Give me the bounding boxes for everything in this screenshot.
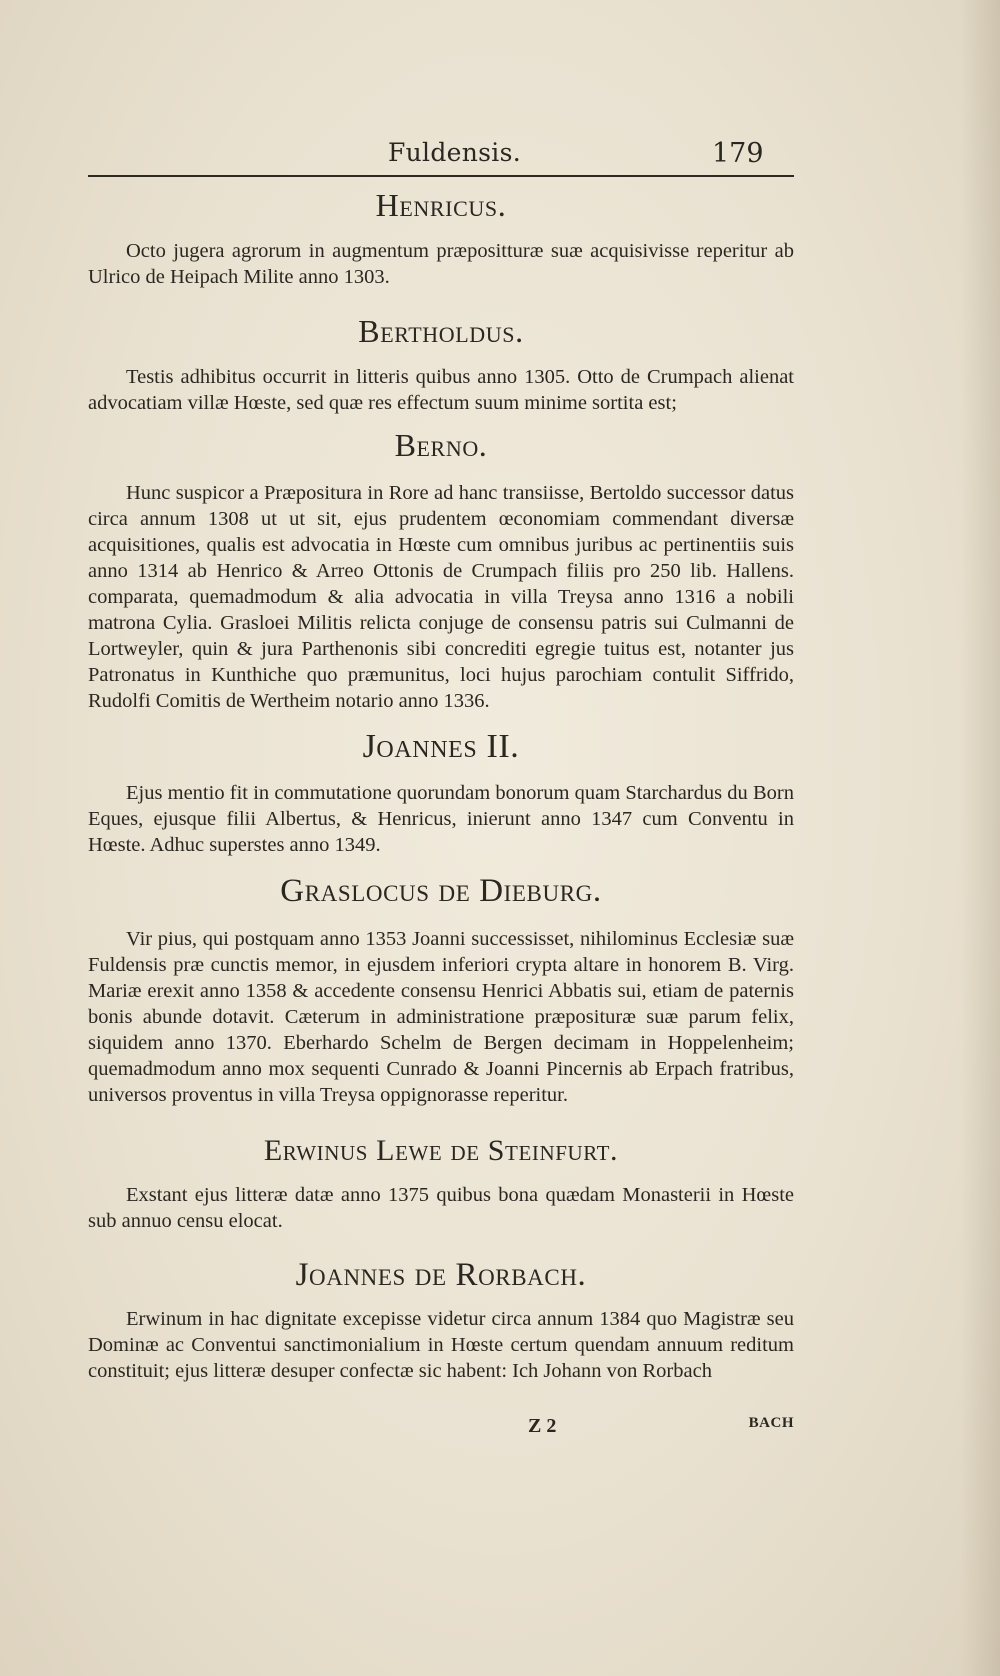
section-paragraph: Octo jugera agrorum in augmentum præpositturæ suæ acquisivisse reperitur ab Ulrico de Heipach Milite anno 1303. xyxy=(88,240,794,288)
section-heading: Bertholdus. xyxy=(358,313,524,349)
section-paragraph: Vir pius, qui postquam anno 1353 Joanni successisset, nihilominus Ecclesiæ suæ Fuldensis præ cunctis memor, in ejusdem inferiori crypta altare in honorem B. Virg. Mariæ erexit anno 1358 & accedente consensu Henrici Abbatis sui, etiam de paternis bonis abunde dotavit. Cæterum in administratione præposituræ suæ parum felix, siquidem anno 1370. Eberhardo Schelm de Bergen decimam in Hoppelenheim; quemadmodum anno mox sequenti Cunrado & Joanni Pincernis ab Erpach fratribus, universos proventus in villa Treysa oppignorasse reperitur. xyxy=(88,928,794,1106)
section-heading: Henricus. xyxy=(375,187,507,223)
page-body xyxy=(88,180,794,1384)
section-paragraph: Testis adhibitus occurrit in litteris quibus anno 1305. Otto de Crumpach alienat advocatiam villæ Hœste, sed quæ res effectum suum minime sortita est; xyxy=(88,366,794,414)
section-heading: Graslocus de Dieburg. xyxy=(280,873,602,909)
section-paragraph: Hunc suspicor a Præpositura in Rore ad hanc transiisse, Bertoldo successor datus circa annum 1308 ut ut sit, ejus prudentem œconomiam commendant diversæ acquisitiones, qualis est advocatia in Hœste cum omnibus juribus ac pertinentiis suis anno 1314 ab Henrico & Arreo Ottonis de Crumpach filiis pro 250 lib. Hallens. comparata, quemadmodum & alia advocatia in villa Treysa anno 1316 a nobili matrona Cylia. Grasloei Militis relicta conjuge de consensu patris sui Culmanni de Lortweyler, quin & jura Parthenonis sibi concrediti egregie tuitus est, notanter jus Patronatus in Kunthiche quo præmunitus, loci hujus parochiam contulit Siffrido, Rudolfi Comitis de Wertheim notario anno 1336. xyxy=(88,482,794,712)
section-paragraph: Erwinum in hac dignitate excepisse videtur circa annum 1384 quo Magistræ seu Dominæ ac Conventui sanctimonialium in Hœste certum quendam annuum reditum constituit; ejus litteræ desuper confectæ sic habent: Ich Johann von Rorbach xyxy=(88,1308,794,1382)
running-head: Fuldensis. xyxy=(388,138,521,167)
section-heading: Joannes II. xyxy=(362,728,520,765)
section-paragraph: Exstant ejus litteræ datæ anno 1375 quibus bona quædam Monasterii in Hœste sub annuo censu elocat. xyxy=(88,1184,794,1232)
section-heading: Joannes de Rorbach. xyxy=(295,1257,587,1293)
catchword: BACH xyxy=(748,1415,794,1431)
signature-mark: Z 2 xyxy=(528,1415,557,1437)
page-shadow xyxy=(960,0,1000,1676)
section-paragraph: Ejus mentio fit in commutatione quorundam bonorum quam Starchardus du Born Eques, ejusque filii Albertus, & Henricus, inierunt anno 1347 cum Conventu in Hœste. Adhuc superstes anno 1349. xyxy=(88,782,794,856)
header-rule xyxy=(88,175,794,177)
page-footer xyxy=(88,1415,794,1445)
page-header xyxy=(88,138,788,178)
section-heading: Berno. xyxy=(394,427,488,463)
section-heading: Erwinus Lewe de Steinfurt. xyxy=(263,1134,619,1167)
page-number: 179 xyxy=(712,138,764,169)
